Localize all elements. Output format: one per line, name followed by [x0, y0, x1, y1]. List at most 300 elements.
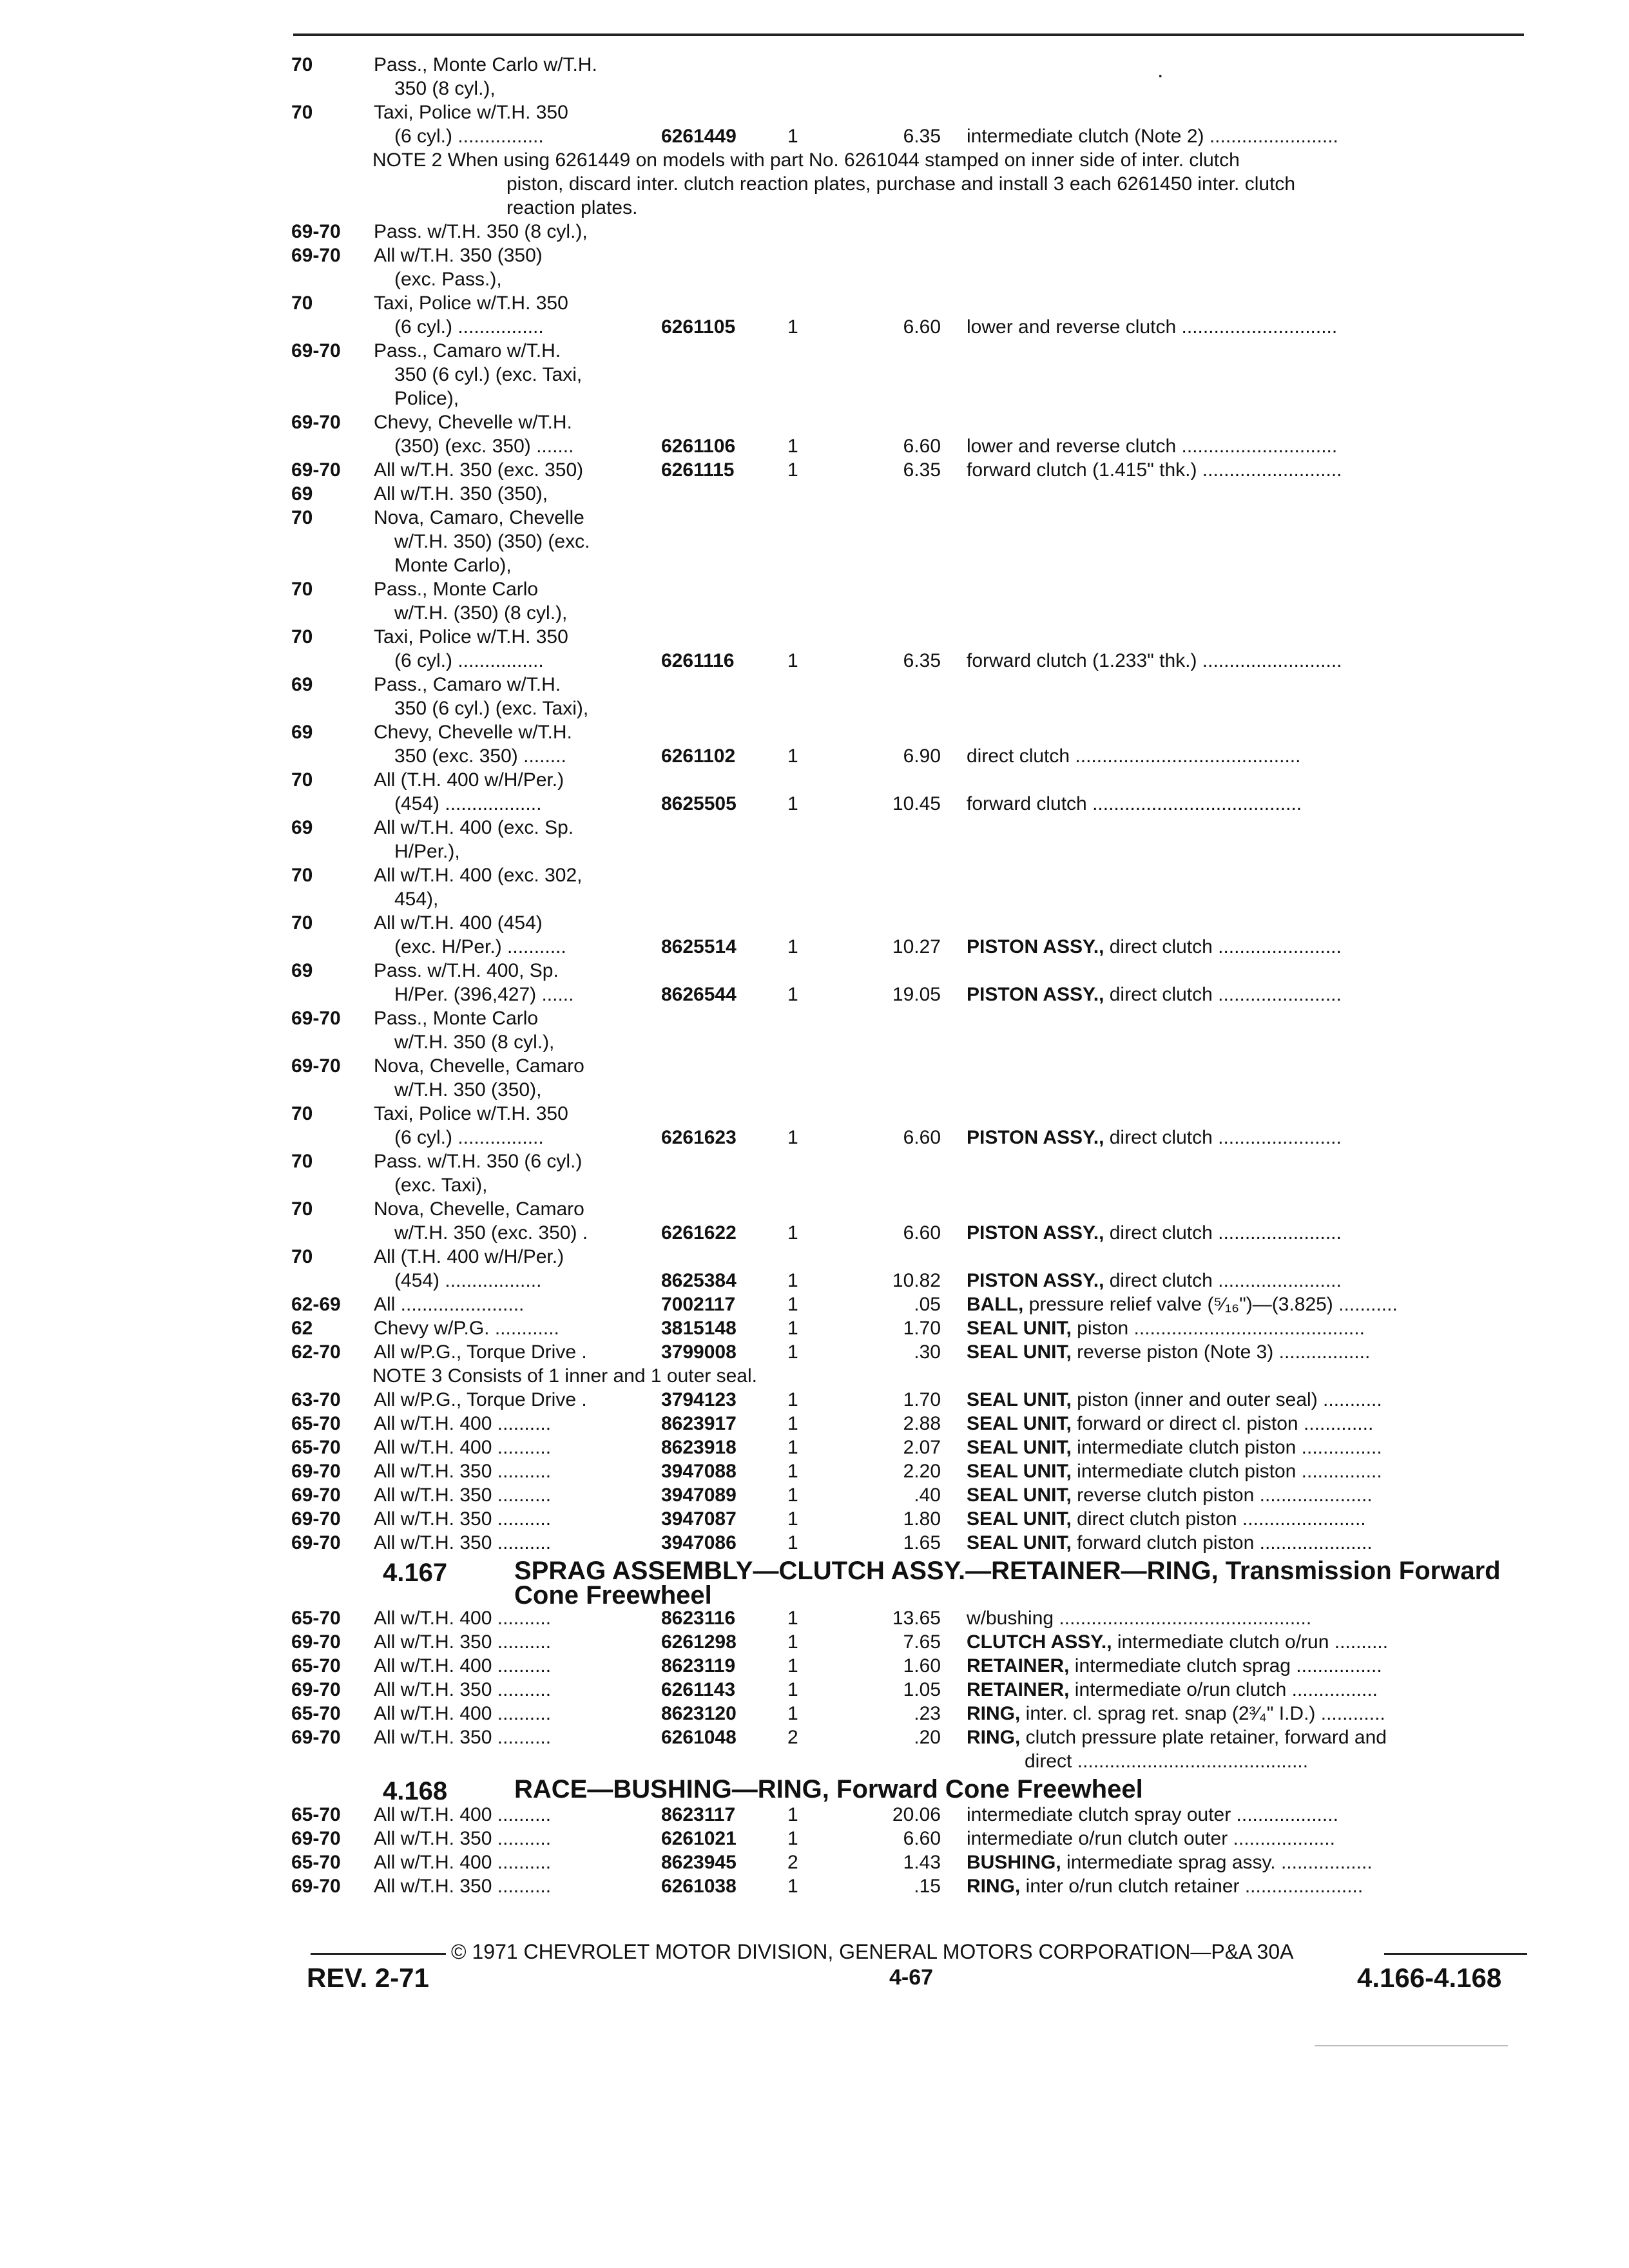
part-name-text: intermediate clutch piston ............... — [1071, 1437, 1382, 1458]
part-row — [0, 1245, 1629, 1269]
part-name-text: piston (inner and outer seal) ........... — [1071, 1389, 1382, 1410]
part-row — [0, 482, 1629, 506]
section-4167-header — [0, 1555, 1629, 1610]
price-cell: 10.27 — [892, 936, 941, 957]
part-row — [0, 983, 1629, 1006]
year-cell: 70 — [291, 1151, 313, 1172]
part-name-cell — [967, 458, 1521, 482]
application-cell: (6 cyl.) ................ — [394, 650, 544, 671]
part-row — [0, 959, 1629, 983]
part-number-cell: 6261622 — [661, 1222, 737, 1244]
year-cell: 70 — [291, 1246, 313, 1267]
part-name-text: forward or direct cl. piston ............. — [1071, 1413, 1374, 1434]
part-number-cell: 6261143 — [661, 1679, 736, 1700]
quantity-cell: 1 — [787, 1389, 798, 1410]
part-name-cell — [967, 1531, 1521, 1555]
year-cell: 70 — [291, 54, 313, 75]
quantity-cell: 1 — [787, 316, 798, 338]
part-row — [0, 458, 1629, 482]
part-name-cell — [967, 1340, 1521, 1364]
price-cell: 2.07 — [903, 1437, 941, 1458]
part-row — [0, 1412, 1629, 1436]
part-row — [0, 1436, 1629, 1459]
application-cell: Pass., Monte Carlo w/T.H. — [374, 54, 597, 75]
part-row — [0, 1507, 1629, 1531]
part-name-cell — [967, 1269, 1521, 1293]
section-title: SPRAG ASSEMBLY—CLUTCH ASSY.—RETAINER—RING, Transmission Forward Cone Freewheel — [514, 1557, 1501, 1610]
application-cell: Chevy, Chevelle w/T.H. — [374, 722, 572, 743]
footer-rule-left — [311, 1953, 446, 1955]
application-cell: All w/T.H. 350 (exc. 350) — [374, 459, 584, 481]
part-row — [0, 1078, 1629, 1102]
price-cell: 6.60 — [903, 436, 941, 457]
quantity-cell: 1 — [787, 1631, 798, 1653]
price-cell: 6.60 — [903, 1828, 941, 1849]
part-row — [0, 1459, 1629, 1483]
year-cell: 70 — [291, 579, 313, 600]
year-cell: 69 — [291, 960, 313, 981]
application-cell: Taxi, Police w/T.H. 350 — [374, 293, 568, 314]
part-row — [0, 792, 1629, 816]
part-row — [0, 506, 1629, 530]
year-cell: 69-70 — [291, 1631, 341, 1653]
part-row — [0, 77, 1629, 101]
part-number-cell: 7002117 — [661, 1294, 736, 1315]
quantity-cell: 1 — [787, 1485, 798, 1506]
parts-group-c — [0, 1388, 1629, 1555]
part-row — [0, 1749, 1629, 1773]
application-cell: All w/T.H. 400 (454) — [374, 912, 543, 934]
application-cell: Taxi, Police w/T.H. 350 — [374, 102, 568, 123]
part-number-cell: 8625505 — [661, 793, 737, 814]
part-number-cell: 6261106 — [661, 436, 736, 457]
year-cell: 69-70 — [291, 1828, 341, 1849]
part-number-cell: 3947086 — [661, 1532, 737, 1553]
part-name-cell — [967, 1678, 1521, 1702]
quantity-cell: 1 — [787, 984, 798, 1005]
part-number-cell: 6261038 — [661, 1876, 737, 1897]
revision-label: REV. 2-71 — [307, 1963, 429, 1993]
part-number-cell: 8623116 — [661, 1608, 736, 1629]
price-cell: .40 — [914, 1485, 941, 1506]
application-cell: All w/T.H. 400 .......... — [374, 1852, 552, 1873]
application-cell: Pass., Camaro w/T.H. — [374, 340, 561, 361]
application-cell: Pass., Monte Carlo — [374, 1008, 539, 1029]
application-cell: Monte Carlo), — [394, 555, 512, 576]
application-cell: w/T.H. 350) (350) (exc. — [394, 531, 590, 552]
price-cell: 6.60 — [903, 316, 941, 338]
part-row — [0, 1483, 1629, 1507]
part-name-text: direct ........................................... — [1025, 1751, 1309, 1772]
part-name-text: direct clutch ....................... — [1104, 1127, 1342, 1148]
application-cell: All (T.H. 400 w/H/Per.) — [374, 769, 564, 791]
part-name-cell — [967, 1874, 1521, 1898]
price-cell: 10.45 — [892, 793, 941, 814]
part-name-cell — [967, 649, 1521, 673]
application-cell: All w/T.H. 400 (exc. Sp. — [374, 817, 574, 838]
part-row — [0, 1126, 1629, 1149]
year-cell: 69-70 — [291, 1532, 341, 1553]
part-number-cell: 3947088 — [661, 1461, 737, 1482]
quantity-cell: 1 — [787, 1437, 798, 1458]
part-name-bold: PISTON ASSY., — [967, 1222, 1104, 1244]
part-name-text: forward clutch piston ..................... — [1071, 1532, 1373, 1553]
part-name-text: direct clutch ....................... — [1104, 1222, 1342, 1244]
part-number-cell: 8623918 — [661, 1437, 737, 1458]
part-number-cell: 8626544 — [661, 984, 737, 1005]
part-name-cell — [967, 1293, 1521, 1316]
part-row — [0, 1850, 1629, 1874]
part-name-text: intermediate o/run clutch ................ — [1069, 1679, 1378, 1700]
part-name-text: lower and reverse clutch ............................. — [967, 436, 1338, 457]
application-cell: 350 (8 cyl.), — [394, 78, 496, 99]
year-cell: 69-70 — [291, 1461, 341, 1482]
part-name-bold: RING, — [967, 1727, 1021, 1748]
year-cell: 63-70 — [291, 1389, 341, 1410]
part-number-cell: 6261449 — [661, 126, 737, 147]
quantity-cell: 1 — [787, 1318, 798, 1339]
part-row — [0, 649, 1629, 673]
price-cell: .30 — [914, 1341, 941, 1363]
part-number-cell: 6261102 — [661, 745, 736, 767]
year-cell: 65-70 — [291, 1655, 341, 1677]
year-cell: 62-70 — [291, 1341, 341, 1363]
part-row — [0, 244, 1629, 267]
price-cell: .05 — [914, 1294, 941, 1315]
part-number-cell: 6261021 — [661, 1828, 737, 1849]
application-cell: w/T.H. 350 (350), — [394, 1079, 542, 1100]
application-cell: 350 (6 cyl.) (exc. Taxi, — [394, 364, 583, 385]
part-row — [0, 601, 1629, 625]
part-row — [0, 1149, 1629, 1173]
part-row — [0, 53, 1629, 77]
quantity-cell: 1 — [787, 1828, 798, 1849]
price-cell: .23 — [914, 1703, 941, 1724]
year-cell: 69-70 — [291, 1679, 341, 1700]
part-number-cell: 3947087 — [661, 1508, 737, 1530]
part-name-cell — [967, 744, 1521, 768]
part-row — [0, 1725, 1629, 1749]
quantity-cell: 2 — [787, 1727, 798, 1748]
price-cell: .20 — [914, 1727, 941, 1748]
year-cell: 70 — [291, 769, 313, 791]
part-row — [0, 673, 1629, 697]
note-2-line-1: NOTE 2 When using 6261449 on models with part No. 6261044 stamped on inner side of inter. clutch — [372, 149, 1240, 171]
note-3: NOTE 3 Consists of 1 inner and 1 outer seal. — [372, 1365, 757, 1387]
application-cell: w/T.H. 350 (exc. 350) . — [394, 1222, 588, 1244]
part-row — [0, 697, 1629, 720]
part-name-cell — [967, 1507, 1521, 1531]
application-cell: All w/P.G., Torque Drive . — [374, 1389, 587, 1410]
year-cell: 69-70 — [291, 340, 341, 361]
part-name-text: w/bushing ............................................... — [967, 1608, 1312, 1629]
part-name-cell — [967, 1436, 1521, 1459]
quantity-cell: 1 — [787, 1508, 798, 1530]
part-row — [0, 887, 1629, 911]
quantity-cell: 1 — [787, 1876, 798, 1897]
year-cell: 69-70 — [291, 1876, 341, 1897]
part-name-bold: SEAL UNIT, — [967, 1485, 1072, 1506]
part-row — [0, 363, 1629, 387]
price-cell: 10.82 — [892, 1270, 941, 1291]
part-number-cell: 8623120 — [661, 1703, 737, 1724]
part-row — [0, 1531, 1629, 1555]
year-cell: 70 — [291, 912, 313, 934]
part-row — [0, 816, 1629, 840]
quantity-cell: 1 — [787, 1655, 798, 1677]
quantity-cell: 1 — [787, 650, 798, 671]
year-cell: 69-70 — [291, 412, 341, 433]
part-row — [0, 434, 1629, 458]
quantity-cell: 1 — [787, 1413, 798, 1434]
part-number-cell: 6261048 — [661, 1727, 737, 1748]
price-cell: 1.05 — [903, 1679, 941, 1700]
part-name-bold: PISTON ASSY., — [967, 1270, 1104, 1291]
part-name-text: reverse piston (Note 3) ................. — [1071, 1341, 1371, 1363]
part-name-text: clutch pressure plate retainer, forward and — [1020, 1727, 1387, 1748]
application-cell: (exc. Taxi), — [394, 1175, 488, 1196]
part-name-bold: SEAL UNIT, — [967, 1508, 1072, 1530]
part-row — [0, 863, 1629, 887]
part-row — [0, 1030, 1629, 1054]
application-cell: Nova, Camaro, Chevelle — [374, 507, 584, 528]
part-number-cell: 6261623 — [661, 1127, 737, 1148]
page-number: 4-67 — [889, 1965, 934, 1990]
year-cell: 70 — [291, 102, 313, 123]
year-cell: 70 — [291, 1198, 313, 1220]
quantity-cell: 1 — [787, 1270, 798, 1291]
part-name-text: intermediate o/run clutch outer ................... — [967, 1828, 1335, 1849]
price-cell: 7.65 — [903, 1631, 941, 1653]
year-cell: 65-70 — [291, 1852, 341, 1873]
application-cell: All w/P.G., Torque Drive . — [374, 1341, 587, 1363]
section-4168-header — [0, 1773, 1629, 1803]
quantity-cell: 1 — [787, 1703, 798, 1724]
part-name-cell — [967, 1850, 1521, 1874]
part-number-cell: 8623917 — [661, 1413, 737, 1434]
application-cell: Pass., Monte Carlo — [374, 579, 539, 600]
year-cell: 69 — [291, 722, 313, 743]
part-row — [0, 1606, 1629, 1630]
part-row — [0, 1702, 1629, 1725]
application-cell: All w/T.H. 350 .......... — [374, 1508, 552, 1530]
part-name-text: direct clutch ....................... — [1104, 936, 1342, 957]
quantity-cell: 1 — [787, 1804, 798, 1825]
application-cell: Pass. w/T.H. 400, Sp. — [374, 960, 559, 981]
section-number: 4.167 — [383, 1559, 448, 1587]
application-cell: w/T.H. (350) (8 cyl.), — [394, 602, 568, 624]
application-cell: All w/T.H. 350 (350), — [374, 483, 548, 505]
application-cell: 454), — [394, 889, 439, 910]
part-number-cell: 6261298 — [661, 1631, 737, 1653]
part-name-cell — [967, 1388, 1521, 1412]
part-number-cell: 3815148 — [661, 1318, 737, 1339]
part-row — [0, 744, 1629, 768]
quantity-cell: 1 — [787, 436, 798, 457]
year-cell: 70 — [291, 1103, 313, 1124]
application-cell: (6 cyl.) ................ — [394, 1127, 544, 1148]
part-name-bold: SEAL UNIT, — [967, 1389, 1072, 1410]
scan-artifact — [1315, 2045, 1508, 2046]
application-cell: All w/T.H. 350 .......... — [374, 1485, 552, 1506]
year-cell: 65-70 — [291, 1437, 341, 1458]
part-row — [0, 1316, 1629, 1340]
application-cell: Pass., Camaro w/T.H. — [374, 674, 561, 695]
part-number-cell: 8623119 — [661, 1655, 736, 1677]
application-cell: Pass. w/T.H. 350 (6 cyl.) — [374, 1151, 583, 1172]
quantity-cell: 1 — [787, 1532, 798, 1553]
application-cell: All w/T.H. 400 .......... — [374, 1804, 552, 1825]
parts-list — [0, 53, 1629, 1898]
price-cell: 1.60 — [903, 1655, 941, 1677]
application-cell: All w/T.H. 400 .......... — [374, 1608, 552, 1629]
price-cell: 2.20 — [903, 1461, 941, 1482]
price-cell: 20.06 — [892, 1804, 941, 1825]
application-cell: All w/T.H. 350 .......... — [374, 1532, 552, 1553]
part-row — [0, 935, 1629, 959]
application-cell: Police), — [394, 388, 459, 409]
part-row — [0, 1102, 1629, 1126]
application-cell: All ....................... — [374, 1294, 525, 1315]
part-row — [0, 530, 1629, 553]
application-cell: H/Per.), — [394, 841, 460, 862]
part-row — [0, 1197, 1629, 1221]
application-cell: (350) (exc. 350) ....... — [394, 436, 574, 457]
part-row — [0, 720, 1629, 744]
year-cell: 69-70 — [291, 245, 341, 266]
part-name-cell — [967, 1126, 1521, 1149]
part-name-bold: SEAL UNIT, — [967, 1318, 1072, 1339]
quantity-cell: 1 — [787, 936, 798, 957]
part-row — [0, 410, 1629, 434]
part-row — [0, 387, 1629, 410]
part-row — [0, 1630, 1629, 1654]
part-row — [0, 625, 1629, 649]
note-2-line-3: reaction plates. — [506, 197, 638, 218]
part-row — [0, 1006, 1629, 1030]
part-name-bold: PISTON ASSY., — [967, 984, 1104, 1005]
part-name-text: intermediate clutch o/run .......... — [1112, 1631, 1389, 1653]
application-cell: Nova, Chevelle, Camaro — [374, 1198, 584, 1220]
section-title: RACE—BUSHING—RING, Forward Cone Freewheel — [514, 1775, 1143, 1803]
part-name-text: forward clutch ....................................... — [967, 793, 1302, 814]
year-cell: 70 — [291, 626, 313, 648]
quantity-cell: 1 — [787, 1127, 798, 1148]
price-cell: 19.05 — [892, 984, 941, 1005]
part-name-text: piston ........................................... — [1071, 1318, 1365, 1339]
part-name-bold: BUSHING, — [967, 1852, 1061, 1873]
application-cell: H/Per. (396,427) ...... — [394, 984, 574, 1005]
quantity-cell: 1 — [787, 1341, 798, 1363]
price-cell: 6.90 — [903, 745, 941, 767]
price-cell: 6.35 — [903, 126, 941, 147]
quantity-cell: 1 — [787, 793, 798, 814]
part-row — [0, 1388, 1629, 1412]
part-name-bold: SEAL UNIT, — [967, 1532, 1072, 1553]
year-cell: 65-70 — [291, 1413, 341, 1434]
part-name-bold: SEAL UNIT, — [967, 1413, 1072, 1434]
year-cell: 65-70 — [291, 1703, 341, 1724]
application-cell: Chevy, Chevelle w/T.H. — [374, 412, 572, 433]
quantity-cell: 1 — [787, 1608, 798, 1629]
part-row — [0, 1874, 1629, 1898]
price-cell: 2.88 — [903, 1413, 941, 1434]
year-cell: 69-70 — [291, 1485, 341, 1506]
price-cell: 13.65 — [892, 1608, 941, 1629]
price-cell: 6.35 — [903, 650, 941, 671]
quantity-cell: 1 — [787, 126, 798, 147]
part-row — [0, 124, 1629, 148]
part-name-text: inter. cl. sprag ret. snap (2³⁄₄" I.D.) ............ — [1020, 1703, 1385, 1724]
section-number: 4.168 — [383, 1777, 448, 1805]
part-row — [0, 1678, 1629, 1702]
part-name-text: intermediate clutch piston ............... — [1071, 1461, 1382, 1482]
price-cell: 6.35 — [903, 459, 941, 481]
year-cell: 69-70 — [291, 1008, 341, 1029]
year-cell: 70 — [291, 507, 313, 528]
application-cell: All w/T.H. 350 .......... — [374, 1679, 552, 1700]
part-name-cell — [967, 1221, 1521, 1245]
part-name-text: inter o/run clutch retainer ...................... — [1020, 1876, 1364, 1897]
price-cell: 1.43 — [903, 1852, 941, 1873]
year-cell: 69 — [291, 674, 313, 695]
section-range: 4.166-4.168 — [1357, 1963, 1502, 1993]
part-name-text: intermediate clutch sprag ................ — [1069, 1655, 1382, 1677]
quantity-cell: 1 — [787, 1294, 798, 1315]
part-name-bold: SEAL UNIT, — [967, 1461, 1072, 1482]
application-cell: 350 (exc. 350) ........ — [394, 745, 566, 767]
part-name-cell — [967, 1827, 1521, 1850]
application-cell: (454) .................. — [394, 793, 542, 814]
quantity-cell: 1 — [787, 1461, 798, 1482]
part-name-text: pressure relief valve (⁵⁄₁₆")—(3.825) ........... — [1023, 1294, 1398, 1315]
year-cell: 65-70 — [291, 1804, 341, 1825]
application-cell: All w/T.H. 350 .......... — [374, 1828, 552, 1849]
part-name-cell — [967, 1725, 1521, 1749]
quantity-cell: 1 — [787, 745, 798, 767]
price-cell: 6.60 — [903, 1222, 941, 1244]
part-name-text: reverse clutch piston ..................... — [1071, 1485, 1373, 1506]
application-cell: Taxi, Police w/T.H. 350 — [374, 1103, 568, 1124]
part-row — [0, 315, 1629, 339]
application-cell: (6 cyl.) ................ — [394, 126, 544, 147]
part-row — [0, 1827, 1629, 1850]
part-name-cell — [967, 1654, 1521, 1678]
part-row — [0, 1221, 1629, 1245]
part-name-bold: RING, — [967, 1876, 1021, 1897]
application-cell: All w/T.H. 400 (exc. 302, — [374, 865, 583, 886]
part-name-cell — [967, 1412, 1521, 1436]
part-name-text: direct clutch piston ....................... — [1071, 1508, 1366, 1530]
part-name-cell — [967, 1630, 1521, 1654]
part-row — [0, 1654, 1629, 1678]
part-row — [0, 339, 1629, 363]
application-cell: All w/T.H. 400 .......... — [374, 1655, 552, 1677]
quantity-cell: 1 — [787, 459, 798, 481]
section-4167-rows — [0, 1606, 1629, 1773]
year-cell: 69-70 — [291, 459, 341, 481]
year-cell: 70 — [291, 293, 313, 314]
price-cell: 1.70 — [903, 1389, 941, 1410]
part-name-text: forward clutch (1.233" thk.) .......................... — [967, 650, 1342, 671]
application-cell: All w/T.H. 350 .......... — [374, 1876, 552, 1897]
year-cell: 69-70 — [291, 1508, 341, 1530]
part-row — [0, 291, 1629, 315]
year-cell: 69 — [291, 817, 313, 838]
application-cell: Nova, Chevelle, Camaro — [374, 1055, 584, 1077]
part-row — [0, 768, 1629, 792]
copyright-line: © 1971 CHEVROLET MOTOR DIVISION, GENERAL MOTORS CORPORATION—P&A 30A — [451, 1940, 1294, 1963]
